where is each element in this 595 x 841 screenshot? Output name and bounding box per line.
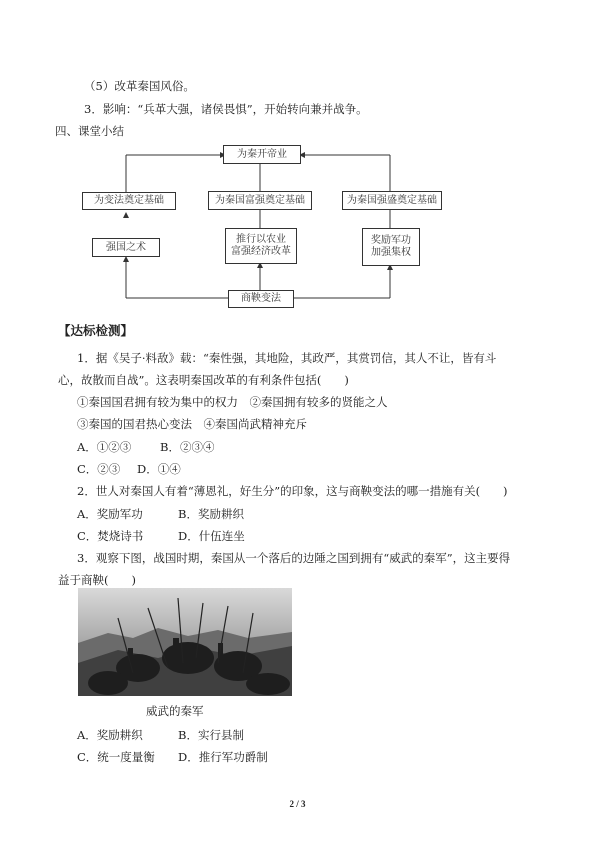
q3-choice-a: A．奖励耕织 — [77, 728, 143, 742]
q3-choice-b: B．实行县制 — [178, 728, 244, 742]
q1-stem-line-2: 心，故散而自战”。这表明秦国改革的有利条件包括( ) — [58, 373, 349, 387]
section-title-summary: 四、课堂小结 — [55, 124, 124, 138]
q1-stem-line-1: 1．据《吴子·料敌》载：“秦性强，其地险，其政严，其赏罚信，其人不让，皆有斗 — [77, 351, 497, 365]
page-number: 2 / 3 — [289, 799, 306, 809]
intro-line-2: 3．影响：“兵革大强，诸侯畏惧”，开始转向兼并战争。 — [84, 102, 368, 116]
diagram-box-low-right — [362, 228, 420, 266]
q2-choice-c: C．焚烧诗书 — [77, 529, 144, 543]
q1-options-line-1: ①秦国国君拥有较为集中的权力 ②秦国拥有较多的贤能之人 — [77, 395, 388, 409]
q3-choice-d: D．推行军功爵制 — [178, 750, 268, 764]
qin-army-illustration — [78, 588, 292, 696]
q1-options-line-2: ③秦国的国君热心变法 ④秦国尚武精神充斥 — [77, 417, 307, 431]
q2-choice-a: A．奖励军功 — [77, 507, 143, 521]
diagram-box-mid-center: 为秦国富强奠定基础 — [208, 191, 312, 210]
q1-choice-a: A．①②③ — [77, 440, 132, 454]
q2-stem: 2．世人对秦国人有着“薄恩礼，好生分”的印象，这与商鞅变法的哪一措施有关( ) — [77, 484, 508, 498]
diagram-box-top: 为秦开帝业 — [223, 145, 301, 164]
q3-stem-line-1: 3．观察下图，战国时期，秦国从一个落后的边陲之国到拥有“威武的秦军”，这主要得 — [77, 551, 511, 565]
diagram-box-low-center — [225, 228, 297, 264]
q1-choice-d: D．①④ — [137, 462, 181, 476]
diagram-low-right-line-2: 加强集权 — [371, 247, 411, 258]
q2-choice-d: D．什伍连坐 — [178, 529, 245, 543]
diagram-low-right-line-1: 奖励军功 — [371, 235, 411, 246]
q3-stem-line-2: 益于商鞅( ) — [58, 573, 136, 587]
q1-choice-b: B．②③④ — [160, 440, 215, 454]
q1-choice-c: C．②③ — [77, 462, 121, 476]
diagram-low-center-line-2: 富强经济改革 — [231, 246, 291, 257]
q3-image-caption: 威武的秦军 — [146, 704, 204, 718]
diagram-box-mid-left: 为变法奠定基础 — [82, 192, 176, 210]
diagram-box-bottom: 商鞅变法 — [228, 290, 294, 308]
diagram-box-low-left: 强国之术 — [92, 238, 160, 257]
q3-choice-c: C．统一度量衡 — [77, 750, 155, 764]
diagram-low-center-line-1: 推行以农业 — [236, 234, 286, 245]
section-title-test: 【达标检测】 — [58, 323, 134, 338]
diagram-box-mid-right: 为秦国强盛奠定基础 — [342, 191, 442, 210]
intro-line-1: （5）改革秦国风俗。 — [84, 79, 195, 93]
qin-army-image — [78, 588, 292, 696]
q2-choice-b: B．奖励耕织 — [178, 507, 244, 521]
